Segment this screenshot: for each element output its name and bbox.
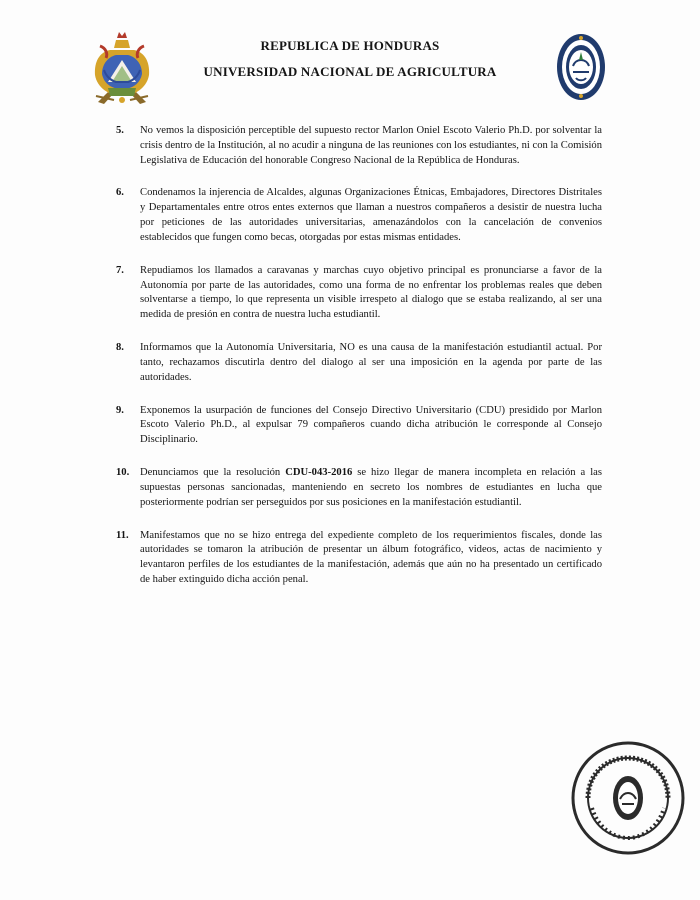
- item-number: 6.: [116, 187, 124, 199]
- list-item: [116, 264, 602, 323]
- document-header: [0, 30, 700, 110]
- header-university-title: UNIVERSIDAD NACIONAL DE AGRICULTURA: [203, 64, 497, 79]
- item-number: 9.: [116, 404, 124, 416]
- item-text-before: Denunciamos que la resolución: [140, 467, 286, 479]
- item-text: No vemos la disposición perceptible del supuesto rector Marlon Oniel Escoto Valerio Ph.D. por solventar la crisis dentro de la Institución, al no acudir a ninguna de las reuniones con los estudiantes, ni con la Comisión Legislativa de Educación del honorable Congreso Nacional de la República de Honduras.: [140, 125, 602, 166]
- list-item: [116, 404, 602, 448]
- item-text: Repudiamos los llamados a caravanas y marchas cuyo objetivo principal es pronunciarse a favor de la Autonomía por parte de las autoridades, como una forma de no enfrentar los problemas reales que deben solventarse a tiempo, lo que representa un visible irrespeto al dialogo que se estaba realizando, al ser una medida de presión en contra de nuestra lucha estudiantil.: [140, 264, 602, 321]
- item-number: 10.: [116, 467, 130, 479]
- item-number: 11.: [116, 529, 129, 541]
- item-number: 8.: [116, 342, 124, 354]
- resolution-code: CDU-043-2016: [285, 467, 353, 479]
- list-item: [116, 124, 602, 168]
- item-text-after: se hizo llegar de manera incompleta en relación a las supuestas personas sancionadas, manteniendo en secreto los nombres de estudiantes en lucha que posteriormente podrían ser perseguidos por sus posiciones en la manifestación estudiantil.: [140, 467, 602, 508]
- item-text: Manifestamos que no se hizo entrega del expediente completo de los requerimientos fiscales, donde las autoridades se tomaron la atribución de presentar un álbum fotográfico, videos, actas de nacimiento y levantaron perfiles de los estudiantes de la manifestación, además que aún no ha presentado un certificado de haber extinguido dicha acción penal.: [140, 529, 602, 586]
- university-logo-icon: [556, 32, 606, 102]
- list-item: [116, 466, 602, 510]
- document-body: [116, 124, 602, 588]
- student-association-stamp-icon: [570, 740, 686, 856]
- item-number: 5.: [116, 125, 124, 136]
- header-country-title: REPUBLICA DE HONDURAS: [260, 38, 440, 53]
- item-text: [140, 466, 602, 510]
- item-text: Informamos que la Autonomía Universitaria, NO es una causa de la manifestación estudiantil actual. Por tanto, rechazamos discutirla dentro del dialogo al ser una imposición en la agenda por parte de las autoridades.: [140, 342, 602, 383]
- item-number: 7.: [116, 264, 124, 276]
- list-item: [116, 341, 602, 385]
- item-text: Condenamos la injerencia de Alcaldes, algunas Organizaciones Étnicas, Embajadores, Directores Distritales y Departamentales entre otros entes externos que llaman a nuestros compañeros a desistir de nuestra lucha por peticiones de las autoridades universitarias, amenazándolos con la cancelación de convenios establecidos que fungen como becas, otorgadas por estas mismas entidades.: [140, 187, 602, 243]
- list-item: [116, 186, 602, 245]
- item-text: Exponemos la usurpación de funciones del Consejo Directivo Universitario (CDU) presidido por Marlon Escoto Valerio Ph.D., al expulsar 79 compañeros cuando dicha atribución le corresponde al Consejo Disciplinario.: [140, 404, 602, 446]
- list-item: [116, 529, 602, 588]
